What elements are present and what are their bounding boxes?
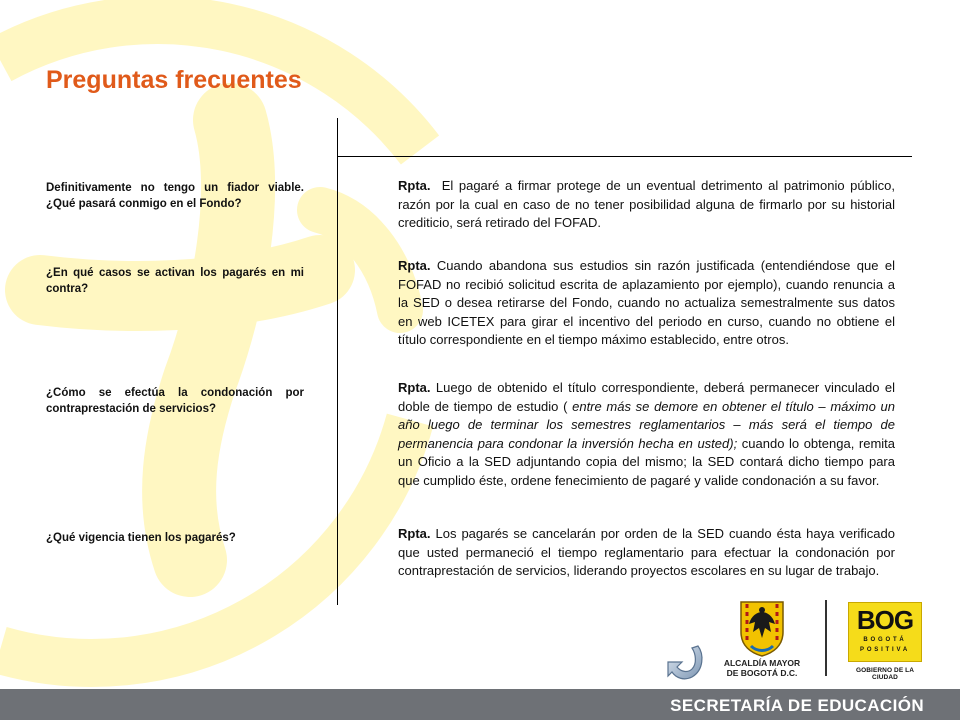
bog-logo-line-2: POSITIVA	[860, 647, 910, 653]
faq-answer-text: Cuando abandona sus estudios sin razón justificada (entendiéndose que el FOFAD no recibió solicitud escrita de aplazamiento por ejemplo), cuando renuncia a la SED o desea retirarse del Fondo, cuando no actualiza semestralmente sus datos en web ICETEX para girar el incentivo del periodo en curso, cuando no obtiene el título correspondiente en el tiempo máximo establecido, entre otros.	[398, 258, 895, 347]
faq-answer-2	[398, 257, 895, 350]
bog-logo-subtitle: GOBIERNO DE LA CIUDAD	[855, 667, 915, 681]
faq-answer-label: Rpta.	[398, 380, 431, 395]
alcaldia-line-2: DE BOGOTÁ D.C.	[726, 668, 798, 678]
faq-answer-3	[398, 379, 895, 490]
bog-logo-text: BOG	[856, 605, 914, 635]
faq-answer-text: Luego de obtenido el título correspondiente, deberá permanecer vinculado el doble de tiempo de estudio (	[398, 380, 895, 414]
bogota-positiva-logo	[848, 602, 922, 684]
column-divider-vertical	[337, 118, 338, 605]
alcaldia-line-1: ALCALDÍA MAYOR	[723, 658, 801, 668]
faq-question-4: ¿Qué vigencia tienen los pagarés?	[46, 532, 236, 544]
faq-answer-1	[398, 177, 895, 233]
faq-question-2: ¿En qué casos se activan los pagarés en mi contra?	[46, 267, 304, 295]
faq-answer-text: El pagaré a firmar protege de un eventual detrimento al patrimonio público, razón por la cual en caso de no tener posibilidad alguna de firmarlo por su historial crediticio, será retirado del FOFAD.	[398, 178, 895, 230]
faq-answer-italic-text: entre más se demore en obtener el título – máximo un año luego de terminar los semestres reglamentarios – más será el tiempo de permanencia para condonar la inversión hecha en usted);	[398, 398, 895, 451]
column-divider-horizontal	[337, 156, 912, 157]
bogota-coat-of-arms-icon	[737, 598, 787, 658]
return-button[interactable]	[664, 640, 710, 686]
curved-arrow-return-icon	[664, 640, 710, 686]
faq-question-1: Definitivamente no tengo un fiador viable. ¿Qué pasará conmigo en el Fondo?	[46, 182, 304, 210]
faq-answer-text: Los pagarés se cancelarán por orden de la SED cuando ésta haya verificado que usted permaneció el tiempo reglamentario para efectuar la condonación por contraprestación de servicios, liderando proyectos escolares en su lugar de trabajo.	[398, 526, 895, 578]
bog-logo-line-1: BOGOTÁ	[863, 637, 907, 643]
logo-separator	[825, 600, 827, 676]
page-title: Preguntas frecuentes	[46, 66, 302, 94]
faq-answer-label: Rpta.	[398, 258, 431, 273]
faq-answer-4	[398, 525, 895, 581]
footer-bar	[0, 689, 960, 720]
faq-answer-label: Rpta.	[398, 178, 431, 193]
alcaldia-logo	[712, 598, 812, 686]
faq-question-3: ¿Cómo se efectúa la condonación por contraprestación de servicios?	[46, 387, 304, 415]
faq-answer-label: Rpta.	[398, 526, 431, 541]
footer-text: SECRETARÍA DE EDUCACIÓN	[670, 696, 924, 715]
bog-logo-box	[848, 602, 922, 662]
faq-answer-text: cuando lo obtenga, remita un Oficio a la SED adjuntando copia del mismo; la SED contará dicho tiempo para que cumplido éste, ordene fenecimiento de pagaré y valide condonación a su favor.	[398, 435, 896, 488]
